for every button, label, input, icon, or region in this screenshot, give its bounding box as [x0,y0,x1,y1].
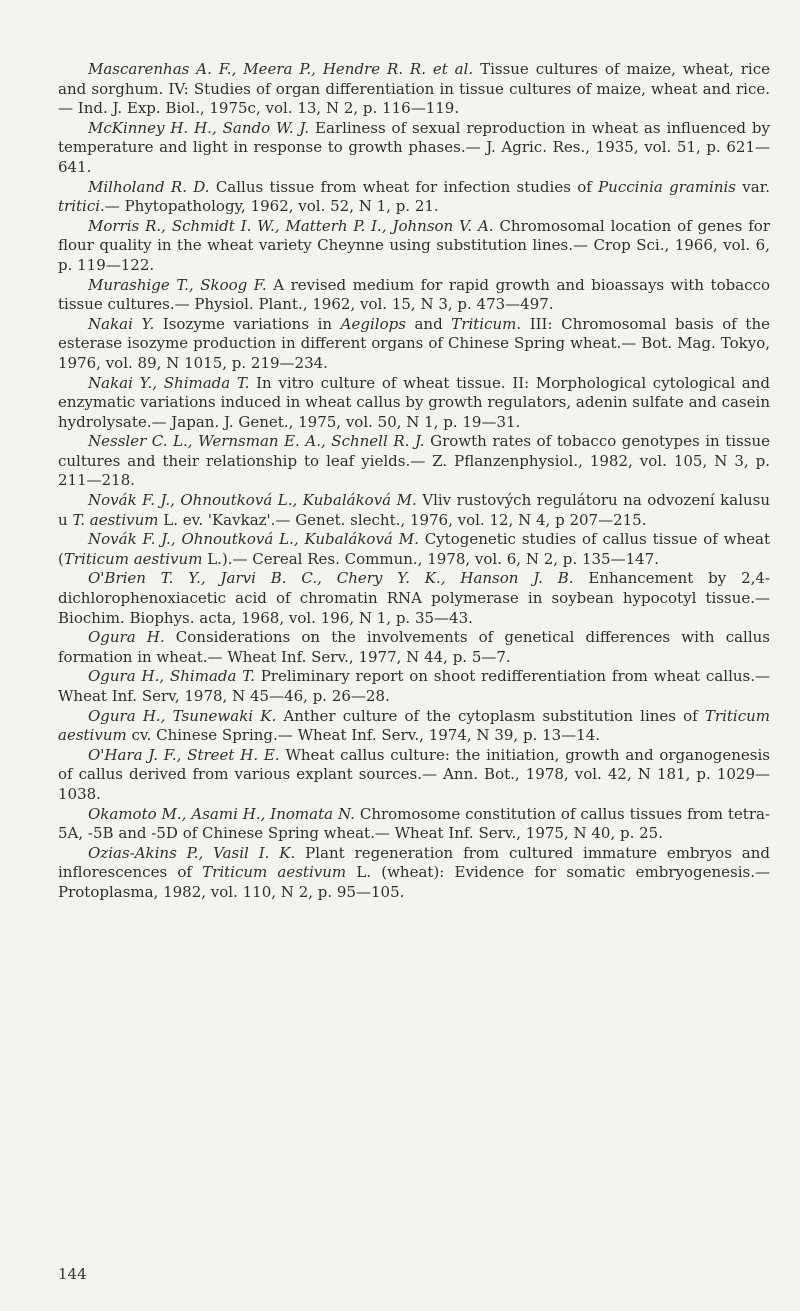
reference-authors: Novák F. J., Ohnoutková L., Kubaláková M. [88,530,419,549]
reference-text: Growth rates of tobacco genotypes in tissue cultures and their relationship to leaf yields.— Z. Pflanzenphysiol., 1982, vol. 105, N 3, p. 211—218. [58,432,770,490]
reference-taxon: tritici [58,197,101,216]
reference-text: Earliness of sexual reproduction in wheat as influenced by temperature and light in response to growth phases.— J. Agric. Res., 1935, vol. 51, p. 621—641. [58,118,771,176]
reference-authors: Ogura H. [88,628,165,647]
reference-authors: Nakai Y. [88,314,155,333]
reference-taxon: Triticum aestivum [63,549,203,568]
reference-text: Isozyme variations in [154,314,341,333]
reference-entry [58,844,770,903]
reference-text: Enhancement by 2,4-dichlorophenoxiacetic acid of chromatin RNA polymerase in soybean hypocotyl tissue.— Biochim. Biophys. acta, 1968, vol. 196, N 1, p. 35—43. [58,569,771,627]
reference-entry [58,119,770,178]
reference-text: cv. Chinese Spring.— Wheat Inf. Serv., 1974, N 39, p. 13—14. [126,726,601,745]
reference-text: . III: Chromosomal basis of the esterase isozyme production in different organs of Chinese Spring wheat.— Bot. Mag. Tokyo, 1976, vol. 89, N 1015, p. 219—234. [58,314,770,372]
reference-entry [58,178,770,217]
reference-entry [58,530,770,569]
reference-authors: Ogura H., Tsunewaki K. [88,706,277,725]
reference-text: L.).— Cereal Res. Commun., 1978, vol. 6, N 2, p. 135—147. [202,549,659,568]
reference-entry [58,276,770,315]
page-number: 144 [58,1265,87,1283]
reference-text: Cytogenetic studies of callus tissue of wheat ( [58,530,770,568]
reference-entry [58,374,770,433]
reference-text: In vitro culture of wheat tissue. II: Morphological cytological and enzymatic variations induced in wheat callus by growth regulators, adenin sulfate and casein hydrolysate.— Japan. J. Genet., 1975, vol. 50, N 1, p. 19—31. [58,373,770,431]
reference-taxon: Aegilops [340,314,406,333]
reference-entry [58,707,770,746]
reference-taxon: T. aestivum [72,510,159,529]
reference-authors: Mascarenhas A. F., Meera P., Hendre R. R. et al. [88,60,474,78]
reference-text: Wheat callus culture: the initiation, growth and organogenesis of callus derived from various explant sources.— Ann. Bot., 1978, vol. 42, N 181, p. 1029—1038. [58,745,771,803]
reference-entry [58,491,770,530]
reference-authors: Nakai Y., Shimada T. [88,373,250,392]
reference-text: Chromosomal location of genes for flour quality in the wheat variety Cheynne using substitution lines.— Crop Sci., 1966, vol. 6, p. 119—122. [58,216,770,274]
reference-authors: Ogura H., Shimada T. [88,667,255,686]
reference-entry [58,569,770,628]
reference-text: Chromosome constitution of callus tissues from tetra-5A, -5B and -5D of Chinese Spring wheat.— Wheat Inf. Serv., 1975, N 40, p. 25. [58,804,770,843]
reference-text: Plant regeneration from cultured immature embryos and inflorescences of [58,843,770,882]
reference-text: Anther culture of the cytoplasm substitution lines of [276,706,705,725]
reference-text: .— Phytopathology, 1962, vol. 52, N 1, p. 21. [100,197,439,216]
reference-text: and [405,314,452,333]
reference-authors: O'Brien T. Y., Jarvi B. C., Chery Y. K., Hanson J. B. [88,569,574,588]
reference-text: Vliv rustových regulátoru na odvození kalusu u [58,491,771,529]
reference-authors: McKinney H. H., Sando W. J. [88,118,310,137]
reference-entry [58,746,770,805]
reference-taxon: Triticum [451,314,517,333]
reference-taxon: Triticum aestivum [202,863,347,882]
reference-entry [58,805,770,844]
reference-taxon: Triticum aestivum [58,706,770,745]
reference-taxon: Puccinia graminis [598,177,736,196]
reference-text: Tissue cultures of maize, wheat, rice and sorghum. IV: Studies of organ differentiation in tissue cultures of maize, wheat and rice.— Ind. J. Exp. Biol., 1975c, vol. 13, N 2, p. 116—119. [58,60,771,118]
reference-authors: Novák F. J., Ohnoutková L., Kubaláková M. [88,491,417,510]
reference-authors: Nessler C. L., Wernsman E. A., Schnell R. J. [88,432,425,451]
reference-list [58,60,770,903]
reference-entry [58,217,770,276]
reference-text: var. [736,177,770,196]
reference-authors: Milholand R. D. [88,177,210,196]
reference-entry [58,60,770,119]
reference-entry [58,315,770,374]
reference-text: Considerations on the involvements of genetical differences with callus formation in wheat.— Wheat Inf. Serv., 1977, N 44, p. 5—7. [58,628,770,666]
reference-text: A revised medium for rapid growth and bioassays with tobacco tissue cultures.— Physiol. Plant., 1962, vol. 15, N 3, p. 473—497. [58,275,770,314]
reference-authors: Morris R., Schmidt I. W., Matterh P. I., Johnson V. A. [88,216,494,235]
reference-text: Callus tissue from wheat for infection studies of [209,177,599,196]
reference-text: Preliminary report on shoot redifferentiation from wheat callus.— Wheat Inf. Serv, 1978, N 45—46, p. 26—28. [58,667,770,705]
reference-authors: Murashige T., Skoog F. [88,275,267,294]
reference-authors: Ozias-Akins P., Vasil I. K. [88,843,296,862]
reference-entry [58,667,770,706]
reference-authors: O'Hara J. F., Street H. E. [88,745,280,764]
reference-text: L. (wheat): Evidence for somatic embryogenesis.— Protoplasma, 1982, vol. 110, N 2, p. 95—105. [58,863,770,901]
reference-entry [58,628,770,667]
reference-authors: Okamoto M., Asami H., Inomata N. [88,804,355,823]
reference-text: L. ev. 'Kavkaz'.— Genet. slecht., 1976, vol. 12, N 4, p 207—215. [158,510,647,529]
reference-entry [58,432,770,491]
